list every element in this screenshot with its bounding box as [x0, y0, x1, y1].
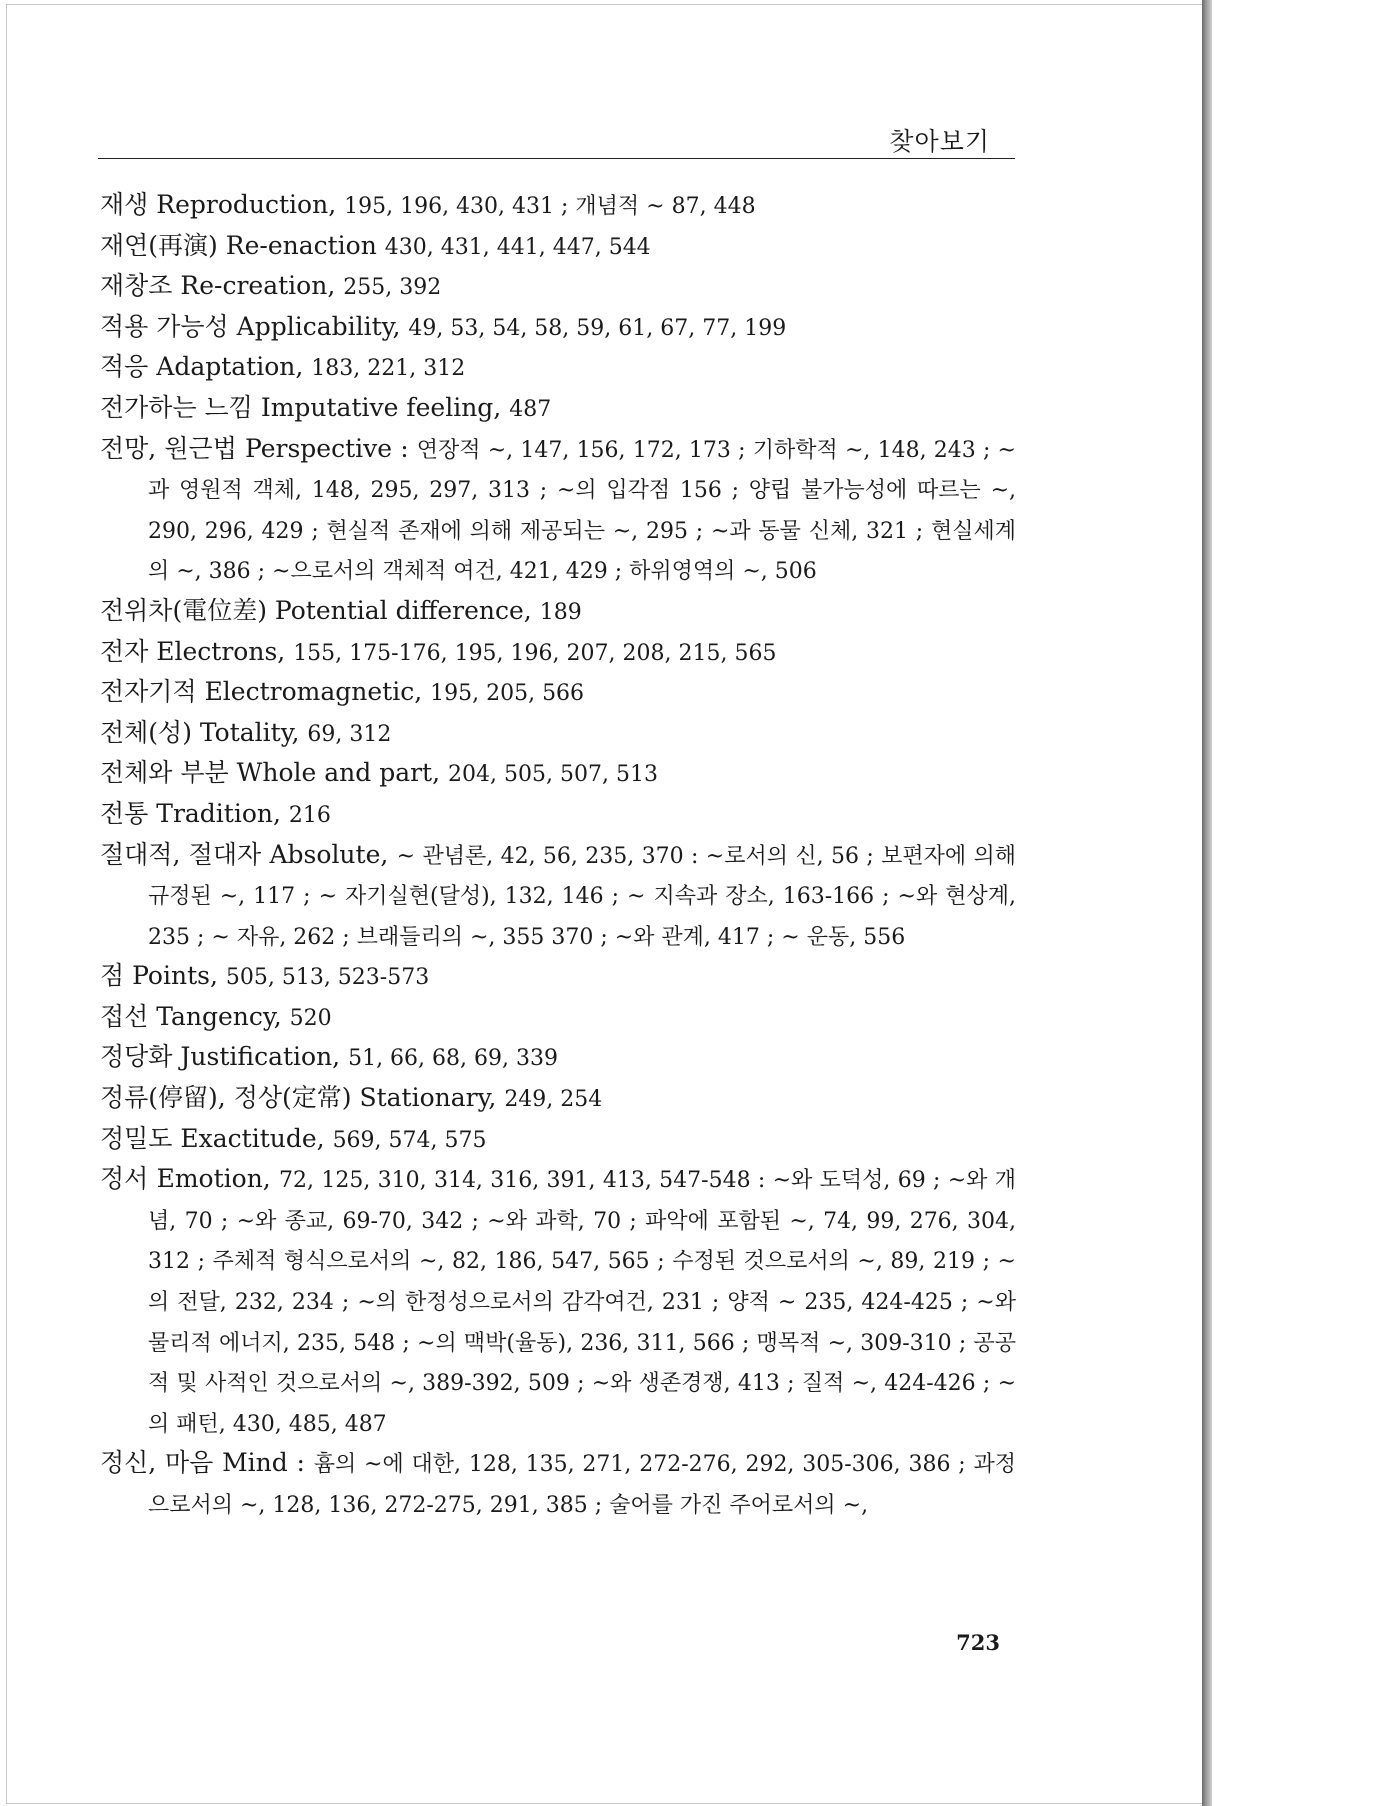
entry-korean: 전체와 부분: [100, 758, 229, 788]
entry-refs: 72, 125, 310, 314, 316, 391, 413, 547-548 : ~와 도덕성, 69 ; ~와 개념, 70 ; ~와 종교, 69-70, 342 ; ~와 과학, 70 ; 파악에 포함된 ~, 74, 99, 276, 304, 312 ; 주체적 형식으로서의 ~, 82, 186, 547, 565 ; 수정된 것으로서의 ~, 89, 219 ; ~의 전달, 232, 234 ; ~의 한정성으로서의 감각여건, 231 ; 양적 ~ 235, 424-425 ; ~와 물리적 에너지, 235, 548 ; ~의 맥박(율동), 236, 311, 566 ; 맹목적 ~, 309-310 ; 공공적 및 사적인 것으로서의 ~, 389-392, 509 ; ~와 생존경쟁, 413 ; 질적 ~, 424-426 ; ~의 패턴, 430, 485, 487: [148, 1168, 1017, 1437]
entry-english: Reproduction,: [156, 190, 337, 219]
entry-korean: 재창조: [100, 271, 173, 301]
entry-korean: 재생: [100, 190, 149, 219]
index-entry: [100, 1079, 1016, 1120]
entry-refs: 505, 513, 523-573: [225, 965, 430, 991]
entry-korean: 정류(停留), 정상(定常): [100, 1083, 352, 1113]
header-rule: [98, 158, 1015, 159]
entry-korean: 전체(성): [100, 717, 192, 747]
entry-refs: 51, 66, 68, 69, 339: [348, 1046, 558, 1072]
index-entry: [100, 633, 1016, 674]
entry-english: Mind :: [222, 1448, 305, 1478]
page-number: 723: [956, 1630, 1000, 1655]
entry-refs: 204, 505, 507, 513: [448, 762, 658, 788]
index-entry: [100, 1444, 1016, 1525]
entry-refs: 183, 221, 312: [311, 356, 466, 382]
index-entry: [100, 1038, 1016, 1079]
entry-refs: 487: [509, 396, 552, 422]
index-entry: [100, 836, 1016, 958]
entry-english: Tangency,: [156, 1001, 282, 1031]
entry-english: Tradition,: [156, 798, 281, 828]
entry-english: Applicability,: [236, 311, 401, 341]
entry-korean: 전위차(電位差): [100, 595, 267, 625]
entry-refs: 216: [288, 802, 331, 828]
entry-korean: 전통: [100, 798, 149, 828]
index-entry: [100, 1160, 1016, 1444]
index-entry: [100, 1120, 1016, 1161]
index-entry: [100, 998, 1016, 1039]
entry-refs: 연장적 ~, 147, 156, 172, 173 ; 기하학적 ~, 148, 243 ; ~과 영원적 객체, 148, 295, 297, 313 ; ~의 입각점 156 ; 양립 불가능성에 따르는 ~, 290, 296, 429 ; 현실적 존재에 의해 제공되는 ~, 295 ; ~과 동물 신체, 321 ; 현실세계의 ~, 386 ; ~으로서의 객체적 여건, 421, 429 ; 하위영역의 ~, 506: [148, 437, 1016, 585]
entry-korean: 접선: [100, 1001, 149, 1031]
entry-english: Perspective :: [245, 433, 409, 463]
entry-refs: 569, 574, 575: [332, 1127, 487, 1153]
entry-korean: 전가하는 느낌: [100, 392, 253, 422]
entry-english: Justification,: [180, 1042, 341, 1072]
running-head: 찾아보기: [889, 127, 990, 156]
entry-english: Imputative feeling,: [260, 392, 502, 422]
index-entry: [100, 186, 1016, 227]
entry-english: Whole and part,: [236, 758, 441, 788]
entry-korean: 적응: [100, 352, 149, 382]
entry-english: Stationary,: [359, 1083, 497, 1113]
entry-korean: 전망, 원근법: [100, 433, 237, 463]
entry-refs: 249, 254: [504, 1087, 603, 1113]
entry-korean: 정당화: [100, 1042, 173, 1072]
index-entry: [100, 227, 1016, 268]
index-entry: [100, 957, 1016, 998]
index-entry: [100, 673, 1016, 714]
index-entry: [100, 714, 1016, 755]
entry-english: Emotion,: [156, 1164, 271, 1194]
entry-english: Electromagnetic,: [204, 677, 423, 707]
page-edge-shadow: [1202, 0, 1212, 1806]
entry-english: Points,: [132, 961, 218, 991]
entry-korean: 정밀도: [100, 1123, 173, 1153]
index-entry: [100, 389, 1016, 430]
entry-refs: 520: [289, 1005, 332, 1031]
entry-english: Electrons,: [156, 636, 286, 666]
entry-english: Totality,: [199, 717, 300, 747]
entry-refs: 195, 196, 430, 431 ; 개념적 ~ 87, 448: [344, 194, 756, 219]
index-entry: [100, 267, 1016, 308]
entry-korean: 재연(再演): [100, 230, 218, 260]
entry-korean: 점: [100, 961, 125, 991]
index-entry: [100, 348, 1016, 389]
entry-refs: 195, 205, 566: [430, 681, 585, 707]
entry-refs: 155, 175-176, 195, 196, 207, 208, 215, 565: [293, 640, 777, 666]
entry-refs: 흄의 ~에 대한, 128, 135, 271, 272-276, 292, 305-306, 386 ; 과정으로서의 ~, 128, 136, 272-275, 291, 385 ; 술어를 가진 주어로서의 ~,: [148, 1452, 1016, 1518]
entry-korean: 전자: [100, 636, 149, 666]
index-entry: [100, 308, 1016, 349]
entry-korean: 절대적, 절대자: [100, 839, 262, 869]
entry-refs: 49, 53, 54, 58, 59, 61, 67, 77, 199: [408, 315, 787, 341]
index-entry: [100, 754, 1016, 795]
entry-korean: 정서: [100, 1164, 149, 1194]
entry-english: Re-creation,: [180, 271, 336, 301]
entry-refs: 255, 392: [343, 275, 442, 301]
entry-korean: 전자기적: [100, 677, 197, 707]
entry-refs: ~ 관념론, 42, 56, 235, 370 : ~로서의 신, 56 ; 보편자에 의해 규정된 ~, 117 ; ~ 자기실현(달성), 132, 146 ; ~ 지속과 장소, 163-166 ; ~와 현상계, 235 ; ~ 자유, 262 ; 브래들리의 ~, 355 370 ; ~와 관계, 417 ; ~ 운동, 556: [148, 843, 1016, 950]
index-entry: [100, 430, 1016, 592]
index-entries: [100, 186, 1016, 1526]
entry-english: Absolute,: [269, 839, 389, 869]
entry-refs: 189: [539, 599, 582, 625]
index-entry: [100, 795, 1016, 836]
index-entry: [100, 592, 1016, 633]
entry-english: Re-enaction: [225, 230, 377, 260]
entry-refs: 69, 312: [307, 721, 392, 747]
entry-korean: 적용 가능성: [100, 311, 229, 341]
entry-english: Potential difference,: [274, 595, 532, 625]
entry-english: Adaptation,: [156, 352, 304, 382]
entry-english: Exactitude,: [180, 1123, 325, 1153]
entry-korean: 정신, 마음: [100, 1448, 214, 1478]
entry-refs: 430, 431, 441, 447, 544: [384, 234, 651, 260]
